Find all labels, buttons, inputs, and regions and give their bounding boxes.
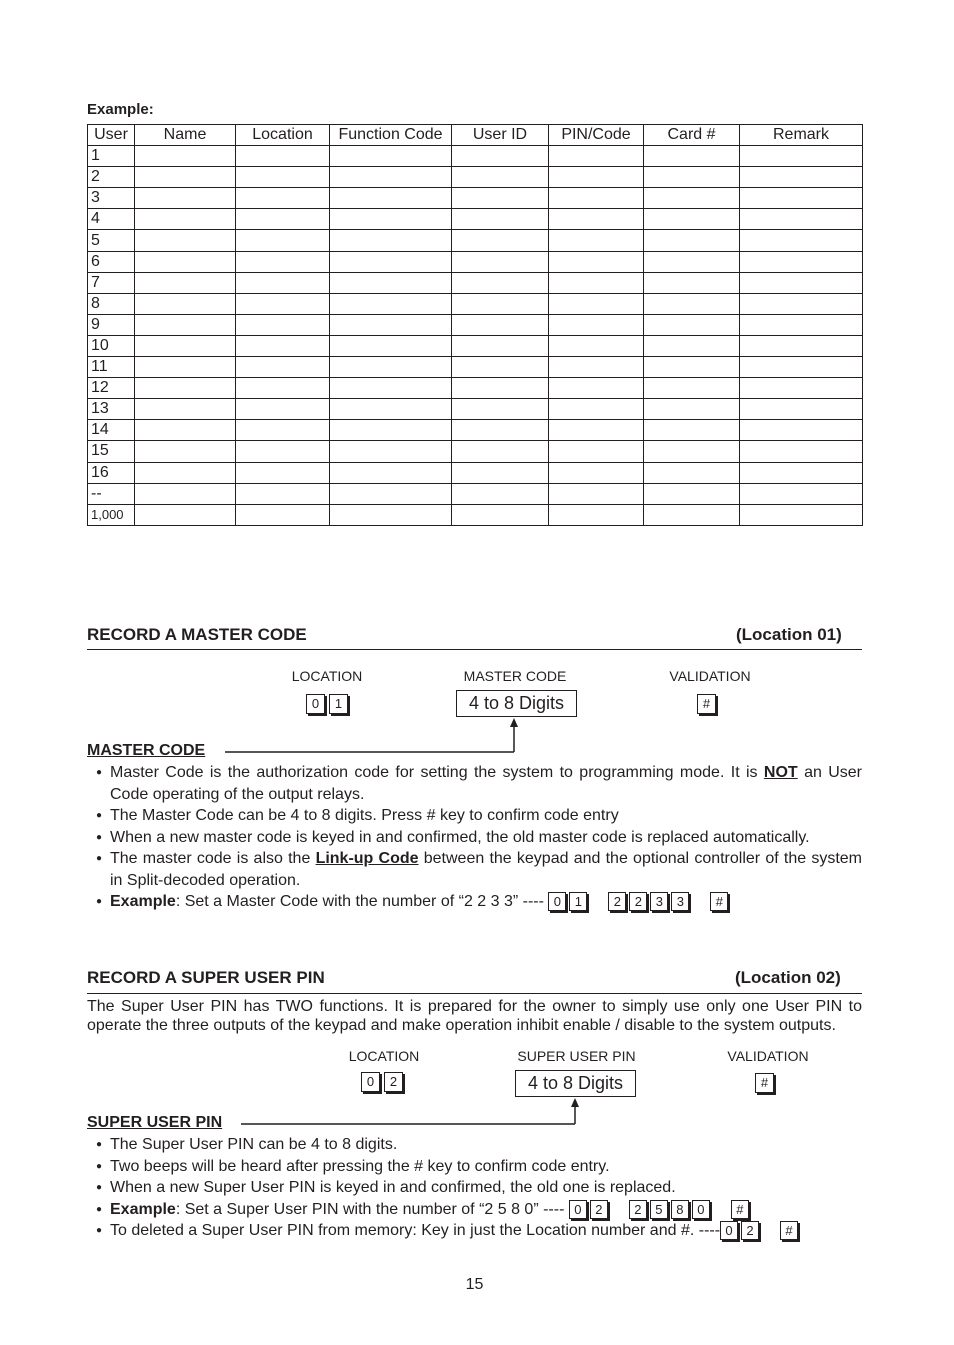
super-validation-key [755, 1073, 778, 1093]
user-number-cell: 13 [88, 399, 135, 420]
link-up-code-term: Link-up Code [315, 850, 419, 867]
table-cell [135, 357, 236, 378]
table-cell [330, 167, 452, 188]
super-delete-keys: 0 2 # [720, 1222, 801, 1239]
column-header: User ID [452, 125, 549, 146]
table-cell [452, 504, 549, 525]
table-cell [740, 335, 863, 356]
table-cell [135, 504, 236, 525]
user-record-table [87, 124, 863, 526]
table-cell [549, 504, 644, 525]
table-cell [740, 230, 863, 251]
table-cell [549, 441, 644, 462]
column-header: Location [236, 125, 330, 146]
user-number-cell: 14 [88, 420, 135, 441]
list-item: ● Two beeps will be heard after pressing the # key to confirm code entry. [96, 1156, 862, 1178]
table-cell [740, 314, 863, 335]
column-header: PIN/Code [549, 125, 644, 146]
table-cell [330, 420, 452, 441]
table-cell [644, 399, 740, 420]
table-cell [452, 314, 549, 335]
table-cell [644, 441, 740, 462]
column-header: Name [135, 125, 236, 146]
page-number: 15 [465, 1276, 484, 1293]
table-cell [330, 335, 452, 356]
super-pointer-arrow [236, 1097, 586, 1129]
user-number-cell: 5 [88, 230, 135, 251]
table-cell [740, 399, 863, 420]
table-cell [330, 399, 452, 420]
table-cell [330, 357, 452, 378]
table-cell [236, 230, 330, 251]
table-row [88, 230, 863, 251]
table-cell [644, 251, 740, 272]
table-cell [452, 251, 549, 272]
key-0: 0 [361, 1072, 380, 1092]
table-cell [549, 378, 644, 399]
master-digits-box: 4 to 8 Digits [456, 690, 577, 717]
table-cell [549, 357, 644, 378]
table-cell [330, 483, 452, 504]
master-location-keys [306, 694, 352, 714]
table-cell [740, 420, 863, 441]
table-cell [549, 209, 644, 230]
table-cell [135, 462, 236, 483]
table-cell [549, 272, 644, 293]
table-cell [236, 504, 330, 525]
list-item: ● The master code is also the Link-up Code between the keypad and the optional controller of the system in Split-decoded operation. [96, 848, 862, 891]
table-cell [644, 230, 740, 251]
table-cell [549, 188, 644, 209]
table-cell [452, 483, 549, 504]
super-code-label: SUPER USER PIN [517, 1048, 636, 1064]
table-cell [740, 462, 863, 483]
table-cell [452, 462, 549, 483]
table-cell [452, 167, 549, 188]
list-item: ● Example: Set a Master Code with the number of “2 2 3 3” ---- 0 1 2 2 3 3 # [96, 891, 862, 913]
key-2: 2 [384, 1072, 403, 1092]
table-row [88, 462, 863, 483]
table-cell [135, 378, 236, 399]
example-label: Example: [87, 101, 154, 118]
table-cell [740, 209, 863, 230]
table-row [88, 357, 863, 378]
column-header: User [88, 125, 135, 146]
table-cell [740, 272, 863, 293]
table-cell [236, 272, 330, 293]
table-cell [452, 272, 549, 293]
table-cell [135, 441, 236, 462]
table-cell [644, 146, 740, 167]
super-location-label: LOCATION [348, 1048, 420, 1064]
master-location-note: (Location 01) [736, 625, 842, 644]
table-cell [330, 251, 452, 272]
list-item: ● The Master Code can be 4 to 8 digits. Press # key to confirm code entry [96, 805, 862, 827]
table-cell [236, 314, 330, 335]
table-cell [740, 504, 863, 525]
master-validation-key [697, 694, 720, 714]
table-cell [452, 420, 549, 441]
table-cell [236, 357, 330, 378]
table-cell [644, 378, 740, 399]
master-subhead: MASTER CODE [87, 742, 206, 759]
table-cell [330, 504, 452, 525]
table-row [88, 188, 863, 209]
table-cell [135, 209, 236, 230]
table-row [88, 378, 863, 399]
super-intro-paragraph: The Super User PIN has TWO functions. It is prepared for the owner to simply use only one User PIN to operate the three outputs of the keypad and make operation inhibit enable / disable to the system outputs. [87, 998, 862, 1034]
table-cell [452, 335, 549, 356]
table-cell [549, 483, 644, 504]
super-example-keys: 0 2 2 5 8 0 # [569, 1201, 752, 1218]
table-cell [644, 335, 740, 356]
user-number-cell: 11 [88, 357, 135, 378]
table-cell [740, 293, 863, 314]
user-number-cell: 1 [88, 146, 135, 167]
master-validation-label: VALIDATION [669, 668, 751, 684]
table-cell [644, 293, 740, 314]
column-header: Remark [740, 125, 863, 146]
table-cell [549, 230, 644, 251]
table-cell [135, 293, 236, 314]
table-cell [452, 209, 549, 230]
table-cell [644, 483, 740, 504]
table-cell [549, 293, 644, 314]
table-cell [740, 188, 863, 209]
table-row [88, 335, 863, 356]
table-cell [330, 378, 452, 399]
table-cell [135, 314, 236, 335]
master-section-rule [87, 649, 862, 650]
table-cell [740, 167, 863, 188]
list-item: ● The Super User PIN can be 4 to 8 digits. [96, 1134, 862, 1156]
table-cell [452, 293, 549, 314]
table-cell [236, 335, 330, 356]
table-cell [236, 378, 330, 399]
table-cell [740, 251, 863, 272]
table-cell [135, 399, 236, 420]
user-number-cell: -- [88, 483, 135, 504]
user-number-cell: 1,000 [88, 504, 135, 525]
table-cell [236, 441, 330, 462]
table-cell [330, 314, 452, 335]
user-number-cell: 6 [88, 251, 135, 272]
table-cell [452, 378, 549, 399]
column-header: Function Code [330, 125, 452, 146]
table-row [88, 399, 863, 420]
not-emphasis: NOT [763, 764, 798, 781]
user-number-cell: 7 [88, 272, 135, 293]
key-hash: # [755, 1073, 774, 1093]
master-location-label: LOCATION [291, 668, 363, 684]
user-number-cell: 9 [88, 314, 135, 335]
table-row [88, 167, 863, 188]
table-row [88, 209, 863, 230]
user-number-cell: 3 [88, 188, 135, 209]
table-cell [549, 251, 644, 272]
key-1: 1 [329, 694, 348, 714]
table-cell [236, 293, 330, 314]
table-cell [452, 399, 549, 420]
user-number-cell: 15 [88, 441, 135, 462]
table-row [88, 251, 863, 272]
table-cell [236, 399, 330, 420]
table-cell [330, 272, 452, 293]
table-cell [236, 209, 330, 230]
key-hash: # [697, 694, 716, 714]
user-number-cell: 2 [88, 167, 135, 188]
master-example-keys: 0 1 2 2 3 3 # [548, 893, 731, 910]
table-cell [236, 146, 330, 167]
table-cell [644, 314, 740, 335]
table-header-row [88, 125, 863, 146]
table-cell [330, 441, 452, 462]
table-row [88, 314, 863, 335]
table-row [88, 483, 863, 504]
table-cell [452, 146, 549, 167]
table-row [88, 420, 863, 441]
user-number-cell: 16 [88, 462, 135, 483]
super-section-title: RECORD A SUPER USER PIN [87, 968, 325, 987]
table-cell [236, 462, 330, 483]
table-cell [549, 146, 644, 167]
table-cell [452, 357, 549, 378]
table-cell [740, 441, 863, 462]
table-cell [135, 251, 236, 272]
super-bullet-list [96, 1134, 862, 1242]
table-cell [236, 420, 330, 441]
table-cell [135, 420, 236, 441]
table-cell [644, 209, 740, 230]
super-location-note: (Location 02) [735, 968, 841, 987]
user-number-cell: 12 [88, 378, 135, 399]
table-cell [644, 357, 740, 378]
table-cell [236, 251, 330, 272]
table-cell [740, 357, 863, 378]
table-cell [740, 146, 863, 167]
user-number-cell: 4 [88, 209, 135, 230]
table-cell [644, 420, 740, 441]
table-cell [135, 146, 236, 167]
list-item: ● Example: Set a Super User PIN with the number of “2 5 8 0” ---- 0 2 2 5 8 0 # [96, 1199, 862, 1221]
table-cell [330, 462, 452, 483]
table-cell [330, 188, 452, 209]
table-cell [236, 483, 330, 504]
table-cell [330, 209, 452, 230]
table-cell [452, 441, 549, 462]
table-cell [135, 188, 236, 209]
user-number-cell: 8 [88, 293, 135, 314]
list-item: ● To deleted a Super User PIN from memory: Key in just the Location number and #. ---- 0 2 # [96, 1220, 862, 1242]
table-row [88, 293, 863, 314]
master-bullet-list [96, 762, 862, 913]
table-cell [135, 272, 236, 293]
master-section-title: RECORD A MASTER CODE [87, 625, 307, 644]
table-cell [549, 399, 644, 420]
super-validation-label: VALIDATION [727, 1048, 809, 1064]
table-cell [644, 188, 740, 209]
table-cell [644, 167, 740, 188]
table-row [88, 272, 863, 293]
table-row [88, 441, 863, 462]
table-cell [740, 483, 863, 504]
list-item: ● Master Code is the authorization code for setting the system to programming mode. It is NOT an User Code operating of the output relays. [96, 762, 862, 805]
column-header: Card # [644, 125, 740, 146]
table-cell [644, 272, 740, 293]
table-cell [740, 378, 863, 399]
table-cell [236, 167, 330, 188]
table-row [88, 146, 863, 167]
super-section-rule [87, 993, 862, 994]
super-location-keys [361, 1072, 407, 1092]
table-cell [452, 188, 549, 209]
super-digits-box: 4 to 8 Digits [515, 1070, 636, 1097]
table-cell [644, 462, 740, 483]
table-cell [644, 504, 740, 525]
super-subhead: SUPER USER PIN [87, 1114, 223, 1131]
table-cell [135, 483, 236, 504]
master-pointer-arrow [220, 717, 530, 757]
table-cell [236, 188, 330, 209]
table-cell [452, 230, 549, 251]
table-cell [549, 420, 644, 441]
list-item: ● When a new master code is keyed in and confirmed, the old master code is replaced automatically. [96, 827, 862, 849]
table-cell [549, 314, 644, 335]
table-cell [330, 146, 452, 167]
table-cell [549, 167, 644, 188]
table-cell [549, 462, 644, 483]
table-cell [549, 335, 644, 356]
table-row [88, 504, 863, 525]
table-cell [135, 230, 236, 251]
list-item: ● When a new Super User PIN is keyed in and confirmed, the old one is replaced. [96, 1177, 862, 1199]
key-0: 0 [306, 694, 325, 714]
user-number-cell: 10 [88, 335, 135, 356]
table-cell [135, 335, 236, 356]
table-cell [330, 230, 452, 251]
table-cell [135, 167, 236, 188]
table-cell [330, 293, 452, 314]
master-code-label: MASTER CODE [463, 668, 567, 684]
